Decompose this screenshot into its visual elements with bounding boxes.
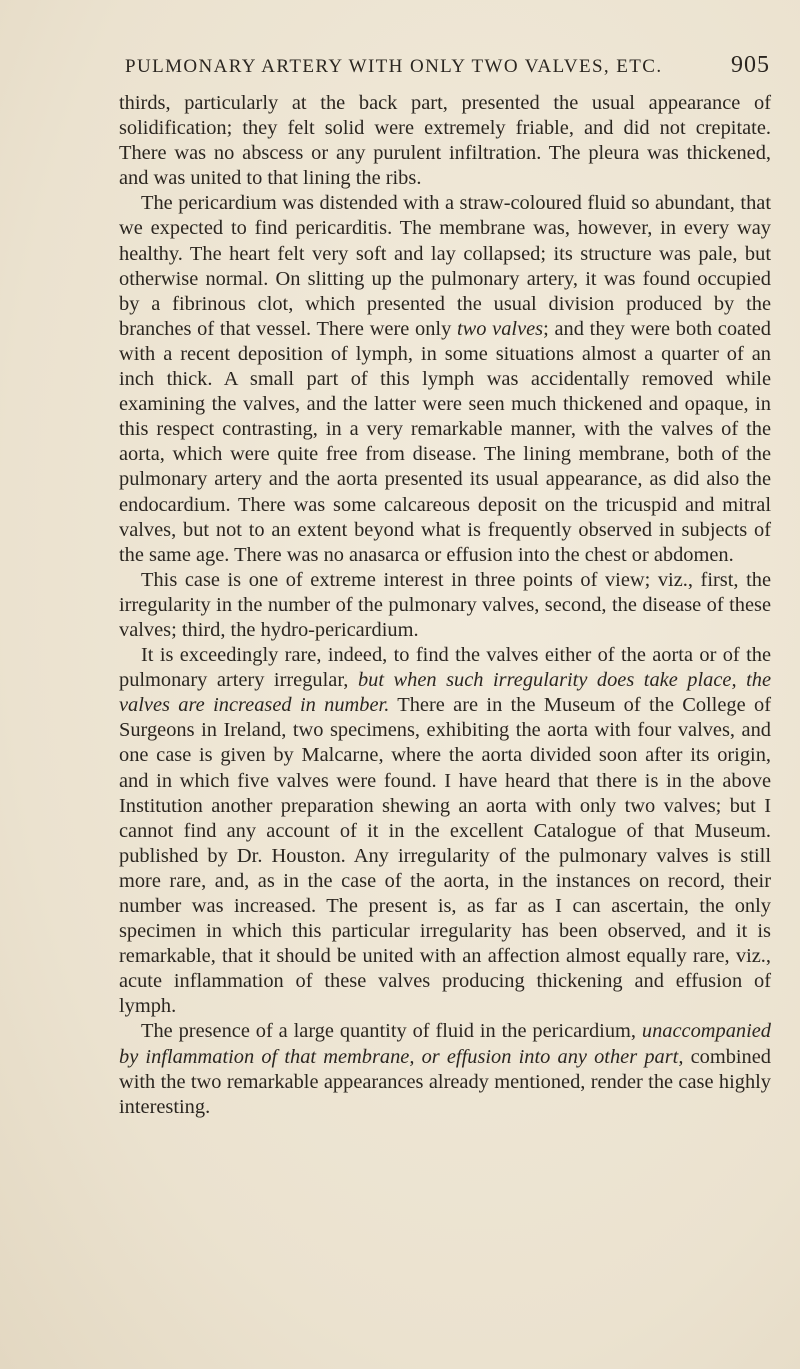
- page-number: 905: [731, 52, 770, 78]
- paragraph-2: [119, 191, 771, 567]
- text-run: This case is one of extreme interest in three points of view; viz., first, the irregularity in the number of the pulmonary valves, second, the disease of these valves; third, the hydro-pericardium.: [119, 568, 771, 641]
- paragraph-4: [119, 643, 771, 1019]
- paragraph-5: [119, 1019, 771, 1119]
- italic-run: two valves: [457, 317, 544, 340]
- running-title: PULMONARY ARTERY WITH ONLY TWO VALVES, ETC.: [125, 56, 663, 77]
- italic-run: unaccompanied by inflammation of that membrane, or effusion into any other part,: [119, 1020, 771, 1068]
- text-run: thirds, particularly at the back part, presented the usual appearance of solidification; they felt solid were extremely friable, and did not crepitate. There was no abscess or any purulent infiltration. The pleura was thickened, and was united to that lining the ribs.: [119, 92, 771, 190]
- paragraph-1: [119, 91, 771, 191]
- paragraph-3: [119, 568, 771, 643]
- text-run: combined with the two remarkable appearances already mentioned, render the case highly interesting.: [119, 1045, 771, 1118]
- text-run: There are in the Museum of the College of Surgeons in Ireland, two specimens, exhibiting the aorta with four valves, and one case is given by Malcarne, where the aorta divided soon after its origin, and in which five valves were found. I have heard that there is in the above Institution another preparation shewing an aorta with only two valves; but I cannot find any account of it in the excellent Catalogue of that Museum. published by Dr. Houston. Any irregularity of the pulmonary valves is still more rare, and, as in the case of the aorta, in the instances on record, their number was increased. The present is, as far as I can ascertain, the only specimen in which this particular irregularity has been observed, and it is remarkable, that it should be united with an affection almost equally rare, viz., acute inflammation of these valves producing thickening and effusion of lymph.: [119, 694, 771, 1018]
- body-text: [119, 91, 771, 1120]
- text-run: The presence of a large quantity of fluid in the pericardium,: [141, 1020, 642, 1043]
- text-run: ; and they were both coated with a recent deposition of lymph, in some situations almost a quarter of an inch thick. A small part of this lymph was accidentally removed while examining the valves, and the latter were seen much thickened and opaque, in this respect contrasting, in a very remarkable manner, with the valves of the aorta, which were quite free from disease. The lining membrane, both of the pulmonary artery and the aorta presented its usual appearance, as did also the endocardium. There was some calcareous deposit on the tricuspid and mitral valves, but not to an extent beyond what is frequently observed in subjects of the same age. There was no anasarca or effusion into the chest or abdomen.: [119, 317, 771, 566]
- text-run: It is exceedingly rare, indeed, to find the valves either of the aorta or of the pulmonary artery irregular,: [119, 644, 771, 692]
- italic-run: but when such irregularity does take place, the valves are increased in number.: [119, 669, 771, 717]
- page-header: [125, 52, 770, 79]
- text-run: The pericardium was distended with a straw-coloured fluid so abundant, that we expected to find pericarditis. The membrane was, however, in every way healthy. The heart felt very soft and lay collapsed; its structure was pale, but otherwise normal. On slitting up the pulmonary artery, it was found occupied by a fibrinous clot, which presented the usual division produced by the branches of that vessel. There were only: [119, 192, 771, 340]
